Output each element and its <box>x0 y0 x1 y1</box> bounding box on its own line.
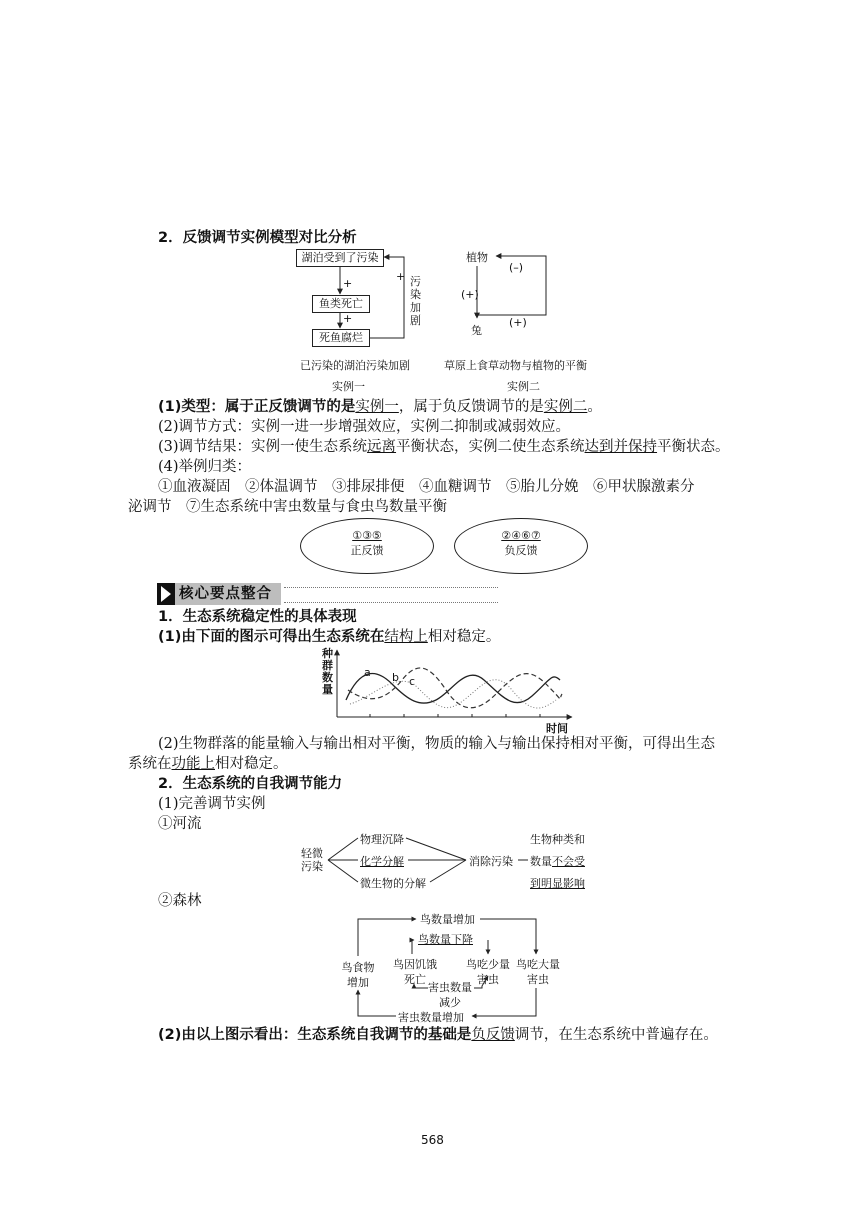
mechanism-chemical: 化学分解 <box>360 855 404 868</box>
plus-sign: + <box>343 312 353 325</box>
result-line-1: 生物种类和 <box>530 833 585 846</box>
pollution-aggravate-label: 污染加剧 <box>410 275 421 327</box>
example-items: ①血液凝固 ②体温调节 ③排尿排便 ④血糖调节 ⑤胎儿分娩 ⑥甲状腺激素分 <box>158 479 695 495</box>
mechanism-physical: 物理沉降 <box>360 833 404 846</box>
river-heading: ①河流 <box>158 816 202 832</box>
plant-label: 植物 <box>466 251 488 264</box>
core-paragraph-2: (2)生物群落的能量输入与输出相对平衡，物质的输入与输出保持相对平衡，可得出生态 <box>158 736 716 752</box>
negative-feedback-nums: ②④⑥⑦ <box>501 529 541 542</box>
plus-sign: + <box>343 277 353 290</box>
banner-title: 核心要点整合 <box>179 586 272 602</box>
bird-increase: 鸟数量增加 <box>420 913 475 926</box>
section-title: 2．反馈调节实例模型对比分析 <box>158 230 357 246</box>
lake-polluted-box: 湖泊受到了污染 <box>296 249 384 267</box>
example2-label: 实例二 <box>507 380 540 393</box>
pest-decrease: 害虫数量减少 <box>428 981 472 1009</box>
paragraph-result: (3)调节结果：实例一使生态系统远离平衡状态，实例二使生态系统达到并保持平衡状态。 <box>158 439 730 455</box>
result-line-2: 数量不会受 <box>530 855 585 868</box>
curve-a-label: a <box>364 666 371 679</box>
fish-death-box: 鱼类死亡 <box>312 295 370 313</box>
example2-caption: 草原上食草动物与植物的平衡 <box>444 359 587 372</box>
light-pollution-label: 轻微 污染 <box>301 847 323 873</box>
example1-caption: 已污染的湖泊污染加剧 <box>300 359 410 372</box>
bird-starve: 鸟因饥饿死亡 <box>393 958 437 986</box>
example-items-cont: 泌调节 ⑦生态系统中害虫数量与食虫鸟数量平衡 <box>128 499 447 515</box>
bird-eat-less: 鸟吃少量害虫 <box>466 958 510 986</box>
paragraph-type: (1)类型：属于正反馈调节的是实例一，属于负反馈调节的是实例二。 <box>158 399 602 415</box>
negative-sign: (–) <box>509 261 524 274</box>
fish-rot-box: 死鱼腐烂 <box>312 329 370 347</box>
positive-sign: (+) <box>509 316 527 329</box>
positive-sign: (+) <box>461 288 479 301</box>
result-line-3: 到明显影响 <box>530 877 585 890</box>
forest-heading: ②森林 <box>158 893 202 909</box>
bird-decrease: 鸟数量下降 <box>418 933 473 946</box>
curve-c-label: c <box>409 675 416 688</box>
page-number: 568 <box>421 1133 444 1147</box>
core-paragraph-1: (1)由下面的图示可得出生态系统在结构上相对稳定。 <box>158 629 501 645</box>
paragraph-examples: (4)举例归类： <box>158 459 252 475</box>
example1-label: 实例一 <box>332 380 365 393</box>
paragraph-method: (2)调节方式：实例一进一步增强效应，实例二抑制或减弱效应。 <box>158 419 571 435</box>
core-paragraph-2-cont: 系统在功能上相对稳定。 <box>128 756 288 772</box>
bird-food-increase: 鸟食物增加 <box>341 961 375 989</box>
plus-sign: + <box>396 270 406 283</box>
core-heading-1: 1．生态系统稳定性的具体表现 <box>158 609 357 625</box>
graph-y-label: 种群数量 <box>322 647 333 696</box>
core-paragraph-3: (1)完善调节实例 <box>158 796 266 812</box>
remove-pollution: 消除污染 <box>469 855 513 868</box>
core-heading-2: 2．生态系统的自我调节能力 <box>158 776 343 792</box>
rabbit-label: 兔 <box>471 324 482 337</box>
bird-eat-more: 鸟吃大量害虫 <box>516 958 560 986</box>
positive-feedback-label: 正反馈 <box>350 544 384 557</box>
mechanism-microbial: 微生物的分解 <box>360 877 426 890</box>
core-paragraph-4: (2)由以上图示看出：生态系统自我调节的基础是负反馈调节，在生态系统中普遍存在。 <box>158 1027 718 1043</box>
pest-increase: 害虫数量增加 <box>398 1011 464 1024</box>
graph-x-label: 时间 <box>546 722 568 735</box>
negative-feedback-label: 负反馈 <box>504 544 538 557</box>
curve-b-label: b <box>392 671 399 684</box>
positive-feedback-nums: ①③⑤ <box>352 529 382 542</box>
